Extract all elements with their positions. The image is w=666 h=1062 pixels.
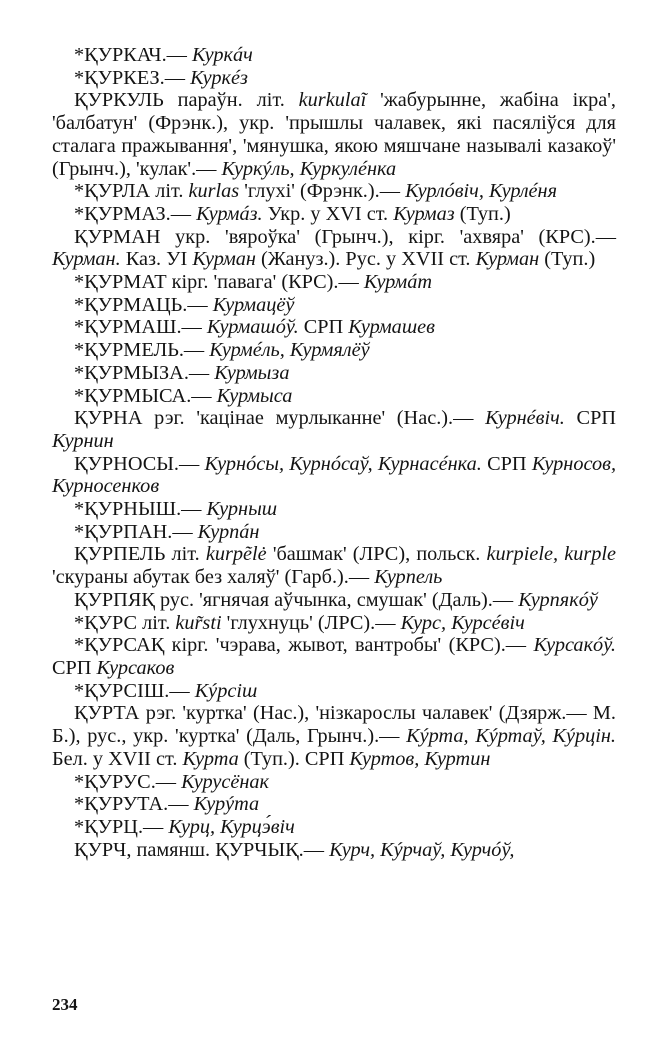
dictionary-entry xyxy=(52,339,616,362)
entry-text: 'башмак' (ЛРС), польск. xyxy=(266,543,487,566)
entry-surname-forms: Курмыса xyxy=(216,384,293,407)
entry-text: *ҚУРУС.— xyxy=(74,770,182,793)
entry-text: 'глухнуць' (ЛРС).— xyxy=(221,611,401,634)
dictionary-entry xyxy=(52,612,616,635)
dictionary-entry xyxy=(52,702,616,770)
dictionary-entry xyxy=(52,771,616,794)
entry-surname-forms: Курýта xyxy=(193,793,260,816)
entry-surname-forms: Курман xyxy=(475,248,540,271)
entry-text: *ҚУРМЫСА.— xyxy=(74,384,217,407)
entry-surname-forms: Курмéль, Курмялёў xyxy=(209,339,370,362)
dictionary-column xyxy=(52,44,616,861)
entry-text: *ҚУРНЫШ.— xyxy=(74,498,207,521)
entry-surname-forms: Курц, Курцэ́віч xyxy=(168,815,295,838)
entry-surname-forms: Куркéз xyxy=(190,66,248,89)
entry-surname-forms: Курмашóў. xyxy=(206,316,299,339)
entry-surname-forms: Курман xyxy=(192,248,256,271)
entry-text: ҚУРПЯҚ рус. 'ягнячая аўчынка, смушак' (Даль).— xyxy=(74,588,519,611)
dictionary-entry xyxy=(52,589,616,612)
dictionary-entry xyxy=(52,839,616,862)
dictionary-entry xyxy=(52,203,616,226)
entry-surname-forms: Кýрсіш xyxy=(194,679,258,702)
dictionary-entry xyxy=(52,44,616,67)
dictionary-entry xyxy=(52,271,616,294)
entry-surname-forms: Курта xyxy=(182,747,239,770)
entry-text: ҚУРПЕЛЬ літ. xyxy=(74,543,206,566)
entry-surname-forms: Курпáн xyxy=(197,520,260,543)
entry-text: 'жабурынне, жабіна ікра', 'балбатун' (Фрэнк.), укр. 'прышлы чалавек, які пасяліўся для сталага пражывання', 'мянушка, якою мяшчане называлі казакоў' (Грынч.), 'кулак'.— xyxy=(52,89,616,180)
entry-surname-forms: Курмыза xyxy=(214,361,290,384)
entry-surname-forms: Курнин xyxy=(52,429,114,452)
entry-text: Укр. у XVI ст. xyxy=(262,202,394,225)
entry-text: *ҚУРУТА.— xyxy=(74,793,194,816)
entry-text: *ҚУРЛА літ. xyxy=(74,180,189,203)
dictionary-entry xyxy=(52,294,616,317)
entry-surname-forms: kurlas xyxy=(188,180,240,203)
entry-text: *ҚУРСАҚ кірг. 'чэрава, жывот, вантробы' (КРС).— xyxy=(74,634,534,657)
entry-text: *ҚУРКАЧ.— xyxy=(74,44,193,66)
entry-surname-forms: Курнóсы, Курнóсаў, Курнасéнка. xyxy=(204,452,482,475)
dictionary-entry xyxy=(52,407,616,452)
entry-text: СРП xyxy=(564,407,616,430)
entry-text: (Туп.). СРП xyxy=(238,747,350,770)
entry-text: *ҚУРПАН.— xyxy=(74,520,198,543)
entry-text: *ҚУРКЕЗ.— xyxy=(74,66,191,89)
entry-text: 'глухі' (Фрэнк.).— xyxy=(239,180,406,203)
entry-surname-forms: Кýрта, Кýртаў, Кýрцін. xyxy=(406,725,616,748)
entry-text: ҚУРМАН укр. 'вяроўка' (Грынч.), кірг. 'ахвяра' (КРС).— xyxy=(74,225,616,248)
dictionary-entry xyxy=(52,498,616,521)
entry-surname-forms: Курмацёў xyxy=(212,293,295,316)
entry-surname-forms: kurkulaĩ xyxy=(298,89,367,112)
entry-surname-forms: kur̃sti xyxy=(175,611,222,634)
dictionary-entry xyxy=(52,316,616,339)
entry-surname-forms: kurpiele, kurple xyxy=(486,543,617,566)
entry-text: СРП xyxy=(298,316,349,339)
entry-text: *ҚУРСІШ.— xyxy=(74,679,195,702)
page-number: 234 xyxy=(52,995,78,1014)
entry-text: *ҚУРМАЗ.— xyxy=(74,202,197,225)
entry-surname-forms: Курс, Курсéвіч xyxy=(400,611,525,634)
entry-text: *ҚУРЦ.— xyxy=(74,815,169,838)
entry-text: ҚУРЧ, памянш. ҚУРЧЫҚ.— xyxy=(74,838,330,861)
entry-text: *ҚУРМЕЛЬ.— xyxy=(74,339,210,362)
entry-surname-forms: Курнéвіч. xyxy=(485,407,565,430)
entry-surname-forms: Курсаков xyxy=(96,656,175,679)
entry-surname-forms: Курносов, Курносенков xyxy=(52,452,617,498)
dictionary-entry xyxy=(52,816,616,839)
entry-surname-forms: Куркáч xyxy=(192,44,253,66)
entry-text: СРП xyxy=(481,452,532,475)
entry-text: ҚУРНОСЫ.— xyxy=(74,452,205,475)
entry-text: (Туп.) xyxy=(454,202,511,225)
entry-text: ҚУРНА рэг. 'кацінае мурлыканне' (Нас.).— xyxy=(74,407,486,430)
dictionary-entry xyxy=(52,385,616,408)
entry-text: (Жануз.). Рус. у XVII ст. xyxy=(255,248,476,271)
entry-surname-forms: Курныш xyxy=(206,498,278,521)
entry-surname-forms: Курсакóў. xyxy=(533,634,616,657)
dictionary-entry xyxy=(52,453,616,498)
entry-text: ҚУРКУЛЬ параўн. літ. xyxy=(74,89,299,112)
entry-surname-forms: Курлóвіч, Курлéня xyxy=(405,180,558,203)
dictionary-entry xyxy=(52,226,616,271)
entry-text: СРП xyxy=(52,656,97,679)
entry-surname-forms: Курмаз xyxy=(393,202,455,225)
dictionary-entry xyxy=(52,793,616,816)
dictionary-entry xyxy=(52,180,616,203)
entry-surname-forms: Куртов, Куртин xyxy=(349,747,491,770)
entry-text: *ҚУРМАШ.— xyxy=(74,316,207,339)
entry-text: (Туп.) xyxy=(539,248,596,271)
entry-surname-forms: Курусёнак xyxy=(181,770,270,793)
entry-surname-forms: Курпель xyxy=(374,566,443,589)
entry-text: *ҚУРС літ. xyxy=(74,611,176,634)
dictionary-entry xyxy=(52,680,616,703)
entry-surname-forms: Курмáт xyxy=(363,271,433,294)
dictionary-entry xyxy=(52,521,616,544)
entry-surname-forms: Курмашев xyxy=(348,316,435,339)
dictionary-entry xyxy=(52,89,616,180)
entry-text: *ҚУРМЫЗА.— xyxy=(74,361,215,384)
dictionary-entry xyxy=(52,67,616,90)
dictionary-entry xyxy=(52,362,616,385)
entry-text: *ҚУРМАЦЬ.— xyxy=(74,293,213,316)
entry-text: ҚУРТА рэг. 'куртка' (Нас.), 'нізкарослы чалавек' (Дзярж.— М. Б.), рус., укр. 'куртка' (Даль, Грынч.).— xyxy=(52,702,616,748)
dictionary-entry xyxy=(52,543,616,588)
entry-text: 'скураны абутак без халяў' (Гарб.).— xyxy=(52,566,375,589)
entry-surname-forms: kurpẽlė xyxy=(205,543,267,566)
entry-surname-forms: Курмáз. xyxy=(196,202,263,225)
entry-surname-forms: Курман. xyxy=(52,248,121,271)
entry-surname-forms: Курпякóў xyxy=(518,588,598,611)
dictionary-entry xyxy=(52,634,616,679)
entry-surname-forms: Куркýль, Куркулéнка xyxy=(221,157,397,180)
entry-text: Каз. УІ xyxy=(120,248,193,271)
entry-surname-forms: Курч, Кýрчаў, Курчóў, xyxy=(329,838,515,861)
entry-text: *ҚУРМАТ кірг. 'павага' (КРС).— xyxy=(74,271,364,294)
entry-text: Бел. у XVII ст. xyxy=(52,747,183,770)
